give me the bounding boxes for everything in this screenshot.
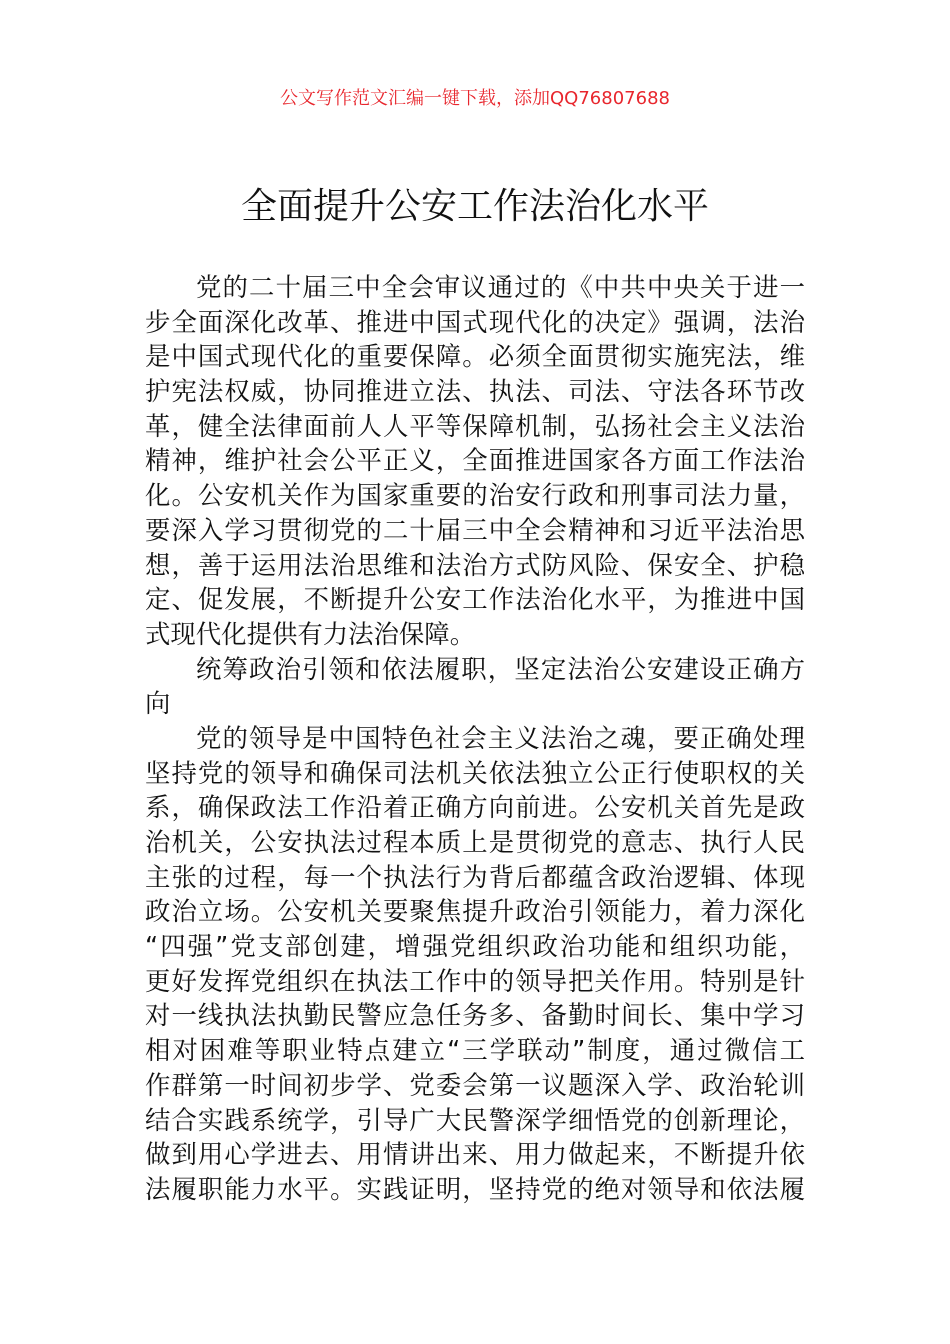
text-line: 党的二十届三中全会审议通过的《中共中央关于进一 — [196, 272, 805, 302]
text-line: 向 — [145, 688, 171, 719]
text-line: 步全面深化改革、推进中国式现代化的决定》强调，法治 — [145, 306, 805, 337]
text-line: 更好发挥党组织在执法工作中的领导把关作用。特别是针 — [145, 965, 805, 996]
text-line: 精神，维护社会公平正义，全面推进国家各方面工作法治 — [145, 445, 805, 476]
text-line: 法履职能力水平。实践证明，坚持党的绝对领导和依法履 — [145, 1173, 805, 1204]
text-line: 相对困难等职业特点建立“三学联动”制度，通过微信工 — [145, 1035, 805, 1066]
text-line: 化。公安机关作为国家重要的治安行政和刑事司法力量， — [145, 480, 805, 511]
text-line: 定、促发展，不断提升公安工作法治化水平，为推进中国 — [145, 584, 805, 615]
text-line: 主张的过程，每一个执法行为背后都蕴含政治逻辑、体现 — [145, 861, 805, 892]
paragraph — [145, 270, 805, 652]
text-line: 式现代化提供有力法治保障。 — [145, 618, 476, 649]
text-line: 统筹政治引领和依法履职，坚定法治公安建设正确方 — [196, 653, 805, 684]
paragraph — [145, 721, 805, 1207]
text-line: 要深入学习贯彻党的二十届三中全会精神和习近平法治思 — [145, 514, 805, 545]
document-body — [145, 270, 805, 1207]
text-line: 想，善于运用法治思维和法治方式防风险、保安全、护稳 — [145, 549, 805, 580]
document-title: 全面提升公安工作法治化水平 — [240, 186, 709, 227]
text-line: 做到用心学进去、用情讲出来、用力做起来，不断提升依 — [145, 1139, 805, 1170]
text-line: 政治立场。公安机关要聚焦提升政治引领能力，着力深化 — [145, 896, 805, 927]
text-line: “四强”党支部创建，增强党组织政治功能和组织功能， — [145, 931, 805, 962]
text-line: 治机关，公安执法过程本质上是贯彻党的意志、执行人民 — [145, 827, 805, 857]
text-line: 结合实践系统学，引导广大民警深学细悟党的创新理论， — [145, 1104, 805, 1135]
text-line: 革，健全法律面前人人平等保障机制，弘扬社会主义法治 — [145, 410, 805, 441]
text-line: 对一线执法执勤民警应急任务多、备勤时间长、集中学习 — [145, 1000, 805, 1031]
text-line: 系，确保政法工作沿着正确方向前进。公安机关首先是政 — [145, 792, 805, 823]
download-watermark-note: 公文写作范文汇编一键下载，添加QQ76807688 — [280, 88, 670, 109]
text-line: 作群第一时间初步学、党委会第一议题深入学、政治轮训 — [145, 1069, 805, 1100]
text-line: 是中国式现代化的重要保障。必须全面贯彻实施宪法，维 — [145, 341, 805, 372]
text-line: 护宪法权威，协同推进立法、执法、司法、守法各环节改 — [145, 376, 805, 407]
text-line: 党的领导是中国特色社会主义法治之魂，要正确处理 — [196, 722, 805, 753]
text-line: 坚持党的领导和确保司法机关依法独立公正行使职权的关 — [145, 757, 805, 788]
paragraph — [145, 652, 805, 721]
